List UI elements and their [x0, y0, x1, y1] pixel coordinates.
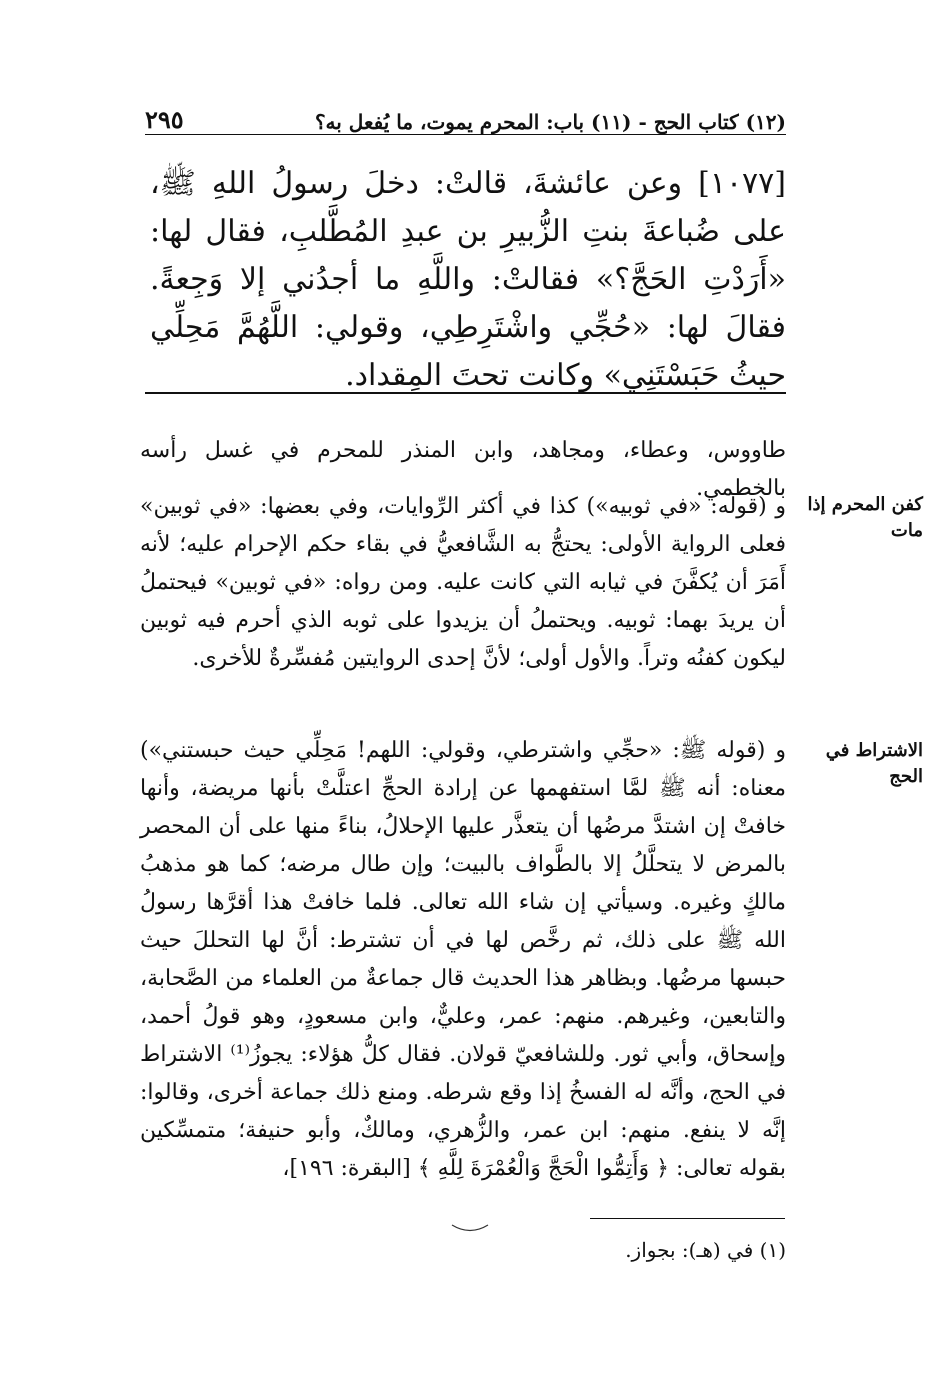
- commentary-paragraph-2: و (قوله: «في ثوبيه») كذا في أكثر الرِّوايات، وفي بعضها: «في ثوبين» فعلى الرواية الأولى: يحتجُّ به الشَّافعيُّ في بقاء حكم الإحرام عليه؛ لأنه أَمَرَ أن يُكفَّنَ في ثيابه التي كانت عليه. ومن رواه: «في ثوبين» فيحتملُ أن يريدَ بهما: ثوبيه. ويحتملُ أن يزيدوا على ثوبه الذي أحرم فيه ثوبين ليكون كفنُه وتراً. والأول أولى؛ لأنَّ إحدى الروايتين مُفسِّرةٌ للأخرى.: [140, 494, 786, 671]
- hadith-text: [١٠٧٧] وعن عائشةَ، قالتْ: دخلَ رسولُ اللهِ ﷺ، على ضُباعةَ بنتِ الزُّبيرِ بن عبدِ المُطَّلبِ، فقال لها: «أَرَدْتِ الحَجَّ؟» فقالتْ: واللَّهِ ما أجدُني إلا وَجِعةً. فقالَ لها: «حُجِّي واشْتَرِطِي، وقولي: اللَّهُمَّ مَحِلِّي حيثُ حَبَسْتَنِي» وكانت تحتَ المِقداد.: [150, 166, 786, 393]
- section-separator: [145, 392, 786, 394]
- margin-note-1: كفن المحرم إذا مات: [807, 494, 923, 541]
- footnote-text: (١) في (هـ): بجواز.: [625, 1238, 786, 1262]
- header-rule: [145, 134, 786, 135]
- margin-note-2: الاشتراط في الحج: [825, 740, 923, 787]
- running-title: (١٢) كتاب الحج - (١١) باب: المحرم يموت، ما يُفعل به؟: [314, 110, 786, 134]
- commentary-paragraph-3: و (قوله ﷺ: «حجِّي واشترطي، وقولي: اللهم! مَحِلِّي حيث حبستني») معناه: أنه ﷺ لمَّا استفهمها عن إرادة الحجِّ اعتلَّتْ بأنها مريضة، وأنها خافتْ إن اشتدَّ مرضُها أن يتعذَّر عليها الإحلالُ، بناءً منها على أن المحصر بالمرض لا يتحلَّلُ إلا بالطَّواف بالبيت؛ وإن طال مرضه؛ كما هو مذهبُ مالكٍ وغيره. وسيأتي إن شاء الله تعالى. فلما خافتْ هذا أقرَّها رسولُ الله ﷺ على ذلك، ثم رخَّص لها في أن تشترط: أنَّ لها التحللَ حيث حبسها مرضُها. وبظاهر هذا الحديث قال جماعةٌ من العلماء من الصَّحابة، والتابعين، وغيرهم. منهم: عمر، وعليٌّ، وابن مسعودٍ، وهو قولُ أحمد، وإسحاق، وأبي ثور. وللشافعيّ قولان. فقال كلُّ هؤلاء: يجوزُ⁽¹⁾ الاشتراط في الحج، وأنَّه له الفسخُ إذا وقع شرطه. ومنع ذلك جماعة أخرى، وقالوا: إنَّه لا ينفع. منهم: ابن عمر، والزُّهري، ومالكٌ، وأبو حنيفة؛ متمسِّكين بقوله تعالى: ﴿ وَأَتِمُّوا الْحَجَّ وَالْعُمْرَةَ لِلَّهِ ﴾ [البقرة: ١٩٦]،: [140, 738, 786, 1181]
- page-number: ٢٩٥: [145, 105, 184, 134]
- page-header: [145, 100, 786, 134]
- commentary-paragraph-1: طاووس، وعطاء، ومجاهد، وابن المنذر للمحرم في غسل رأسه بالخطمي.: [140, 438, 786, 501]
- footnote-rule: [590, 1218, 785, 1219]
- tilde-mark-icon: [450, 1222, 490, 1234]
